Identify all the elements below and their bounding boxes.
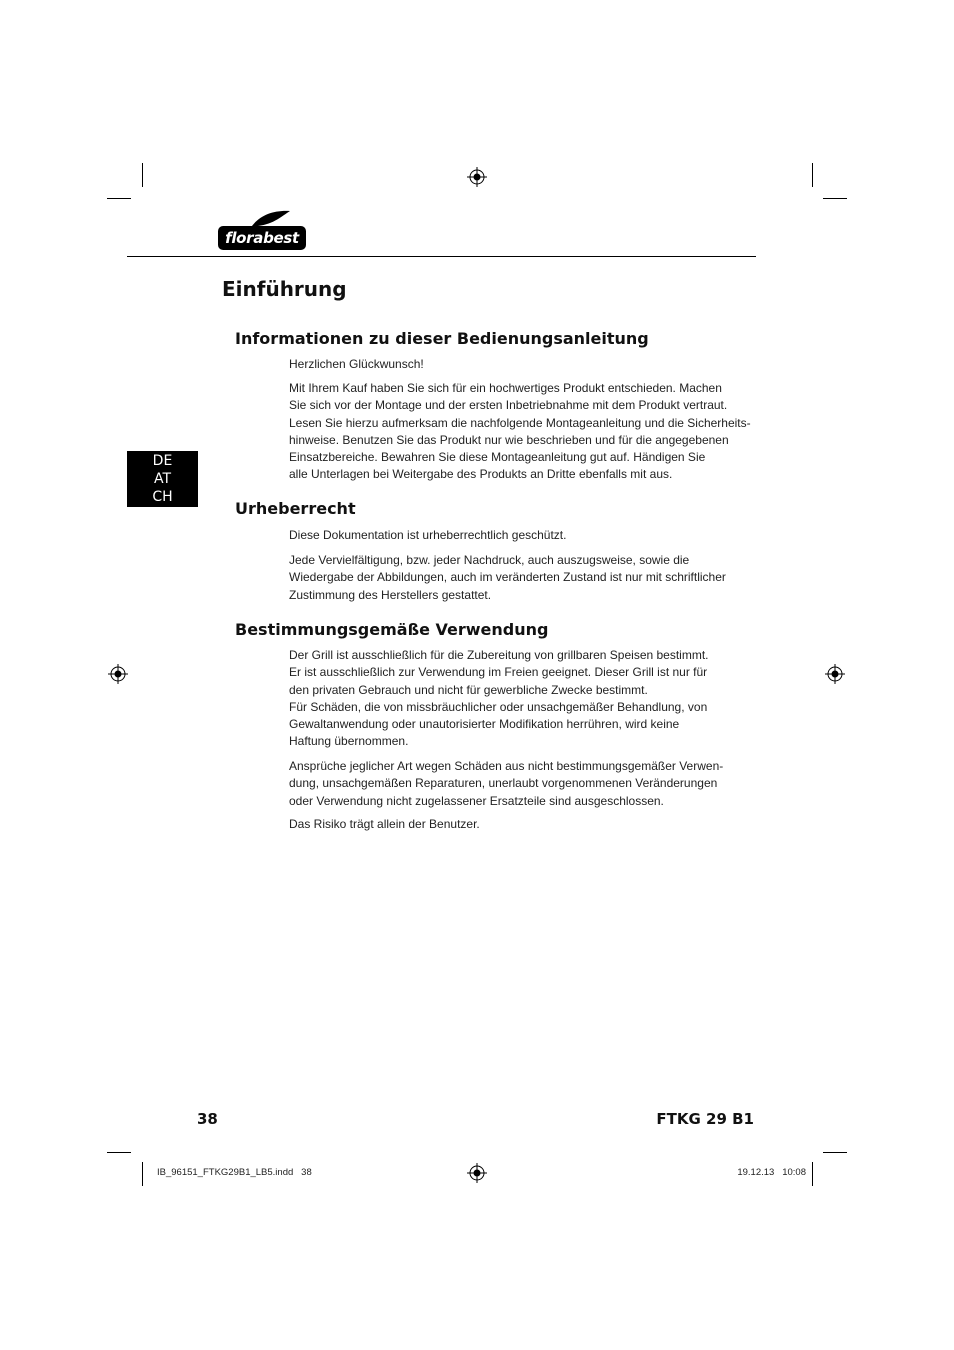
text-line: oder Verwendung nicht zugelassener Ersatzteile sind ausgeschlossen. (289, 793, 664, 808)
text-line: den privaten Gebrauch und nicht für gewerbliche Zwecke bestimmt. (289, 682, 648, 697)
section-heading: Informationen zu dieser Bedienungsanleitung (235, 329, 649, 348)
section-heading: Bestimmungsgemäße Verwendung (235, 620, 549, 639)
text-line: Das Risiko trägt allein der Benutzer. (289, 817, 480, 831)
crop-mark (142, 163, 143, 187)
registration-mark-icon (825, 664, 845, 684)
language-tab (127, 451, 198, 507)
paragraph (289, 758, 744, 810)
text-line: dung, unsachgemäßen Reparaturen, unerlaubt vorgenommenen Veränderungen (289, 776, 718, 791)
text-line: Gewaltanwendung oder unautorisierter Modifikation herrühren, wird keine (289, 717, 680, 732)
crop-mark (812, 1162, 813, 1186)
text-line: alle Unterlagen bei Weitergabe des Produkts an Dritte ebenfalls mit aus. (289, 467, 673, 482)
slug-file: IB_96151_FTKG29B1_LB5.indd 38 (157, 1167, 312, 1178)
text-line: Herzlichen Glückwunsch! (289, 357, 424, 371)
text-line: Diese Dokumentation ist urheberrechtlich geschützt. (289, 528, 567, 542)
text-line: Er ist ausschließlich zur Verwendung im Freien geeignet. Dieser Grill ist nur für (289, 665, 708, 680)
crop-mark (107, 198, 131, 199)
text-line: Haftung übernommen. (289, 734, 409, 749)
paragraph (289, 552, 744, 604)
language-code: CH (152, 489, 173, 505)
crop-mark (823, 198, 847, 199)
text-line: Sie sich vor der Montage und der ersten Inbetriebnahme mit dem Produkt vertraut. (289, 398, 728, 413)
header-rule (127, 256, 756, 257)
text-line: Mit Ihrem Kauf haben Sie sich für ein hochwertiges Produkt entschieden. Machen (289, 381, 722, 395)
paragraph (289, 527, 744, 544)
crop-mark (142, 1162, 143, 1186)
text-line: Wiedergabe der Abbildungen, auch im veränderten Zustand ist nur mit schriftlicher (289, 570, 726, 585)
paragraph (289, 816, 744, 833)
registration-mark-icon (467, 167, 487, 187)
logo-text: florabest (218, 226, 306, 250)
text-line: Zustimmung des Herstellers gestattet. (289, 587, 492, 602)
paragraph (289, 356, 744, 373)
language-code: DE (152, 453, 173, 469)
brand-logo (218, 208, 308, 252)
text-line: Einsatzbereiche. Bewahren Sie diese Montageanleitung gut auf. Händigen Sie (289, 450, 706, 465)
text-line: Lesen Sie hierzu aufmerksam die nachfolgende Montageanleitung und die Sicherheits- (289, 415, 751, 430)
model-number: FTKG 29 B1 (656, 1110, 754, 1128)
text-line: Für Schäden, die von missbräuchlicher oder unsachgemäßer Behandlung, von (289, 699, 708, 714)
text-line: Der Grill ist ausschließlich für die Zubereitung von grillbaren Speisen bestimmt. (289, 648, 709, 662)
text-line: Jede Vervielfältigung, bzw. jeder Nachdruck, auch auszugsweise, sowie die (289, 553, 690, 567)
section-heading: Urheberrecht (235, 499, 356, 518)
page-number: 38 (197, 1110, 218, 1128)
paragraph (289, 647, 744, 751)
language-code: AT (153, 471, 172, 487)
registration-mark-icon (467, 1163, 487, 1183)
crop-mark (107, 1152, 131, 1153)
crop-mark (812, 163, 813, 187)
text-line: Ansprüche jeglicher Art wegen Schäden aus nicht bestimmungsgemäßer Verwen- (289, 759, 724, 773)
registration-mark-icon (108, 664, 128, 684)
page-title: Einführung (222, 277, 347, 301)
text-line: hinweise. Benutzen Sie das Produkt nur wie beschrieben und für die angegebenen (289, 432, 729, 447)
slug-date: 19.12.13 10:08 (737, 1167, 806, 1178)
crop-mark (823, 1152, 847, 1153)
paragraph (289, 380, 751, 484)
